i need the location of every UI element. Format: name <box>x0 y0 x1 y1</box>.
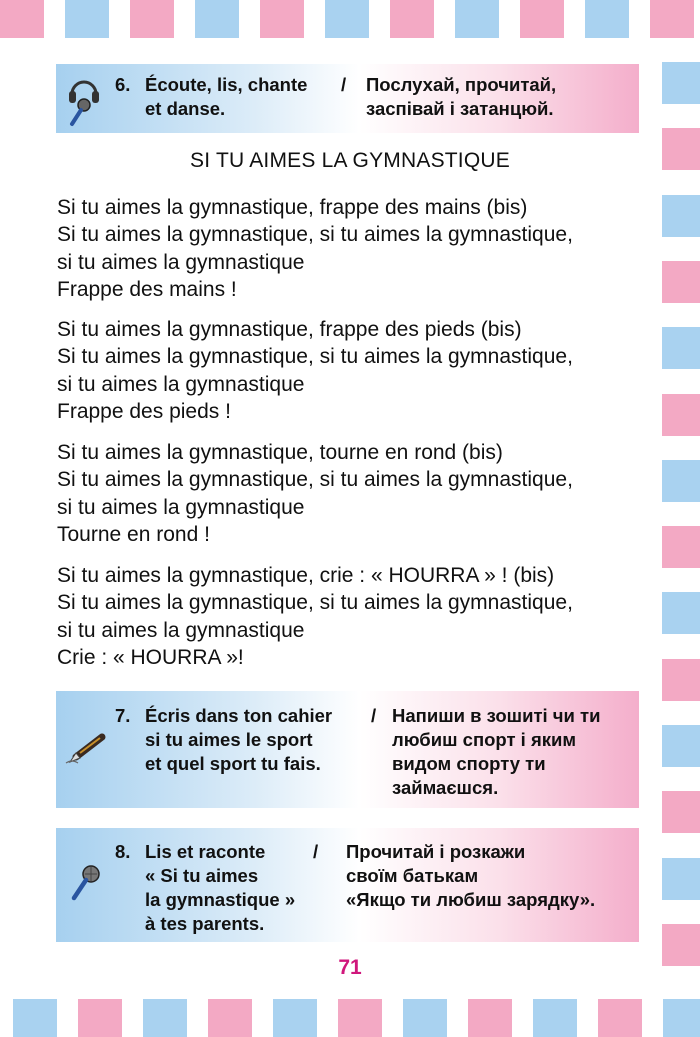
border-square <box>468 999 512 1037</box>
border-square <box>585 0 629 38</box>
task-6-fr-line-1: Écoute, lis, chante <box>145 74 308 95</box>
task-8-number: 8. <box>115 841 131 862</box>
task-6-box <box>56 64 639 133</box>
border-square <box>662 394 700 436</box>
task-8-ua-line-2: своїм батькам <box>346 865 479 886</box>
task-8-fr-line-1: Lis et raconte <box>145 841 266 862</box>
task-7-number: 7. <box>115 705 131 726</box>
verse-line: Si tu aimes la gymnastique, frappe des mains (bis) <box>57 196 528 219</box>
border-square <box>208 999 252 1037</box>
border-square <box>662 195 700 237</box>
verse-line: Si tu aimes la gymnastique, si tu aimes la gymnastique, <box>57 468 573 492</box>
task-7-fr-line-1: Écris dans ton cahier <box>145 705 333 726</box>
task-8-ua-line-1: Прочитай і розкажи <box>346 841 526 862</box>
song-title: SI TU AIMES LA GYMNASTIQUE <box>190 149 510 172</box>
verse-line: si tu aimes la gymnastique <box>57 250 305 274</box>
headphones-icon <box>66 72 102 128</box>
task-7-fr-line-2: si tu aimes le sport <box>145 729 313 750</box>
task-8-box <box>56 828 639 942</box>
border-square <box>662 858 700 900</box>
task-6-fr-line-2: et danse. <box>145 98 226 119</box>
border-square <box>390 0 434 38</box>
task-6-ua-line-1: Послухай, прочитай, <box>366 74 557 95</box>
verse-3 <box>57 439 573 548</box>
verse-line: Tourne en rond ! <box>57 522 210 546</box>
task-6-number: 6. <box>115 74 131 95</box>
border-square <box>662 791 700 833</box>
task-8-fr-line-4: à tes parents. <box>145 913 265 934</box>
verse-line: si tu aimes la gymnastique <box>57 618 305 642</box>
border-square <box>662 725 700 767</box>
task-7-separator: / <box>371 705 377 726</box>
task-7-fr-line-3: et quel sport tu fais. <box>145 753 321 774</box>
task-8-separator: / <box>313 841 319 862</box>
border-square <box>338 999 382 1037</box>
task-7-ua-line-3: видом спорту ти <box>392 753 546 774</box>
verse-line: Frappe des mains ! <box>57 277 237 301</box>
border-square <box>662 659 700 701</box>
border-square <box>662 261 700 303</box>
verse-line: Si tu aimes la gymnastique, tourne en rond (bis) <box>57 441 503 464</box>
verse-line: Si tu aimes la gymnastique, si tu aimes la gymnastique, <box>57 591 573 615</box>
task-7-ua-line-4: займаєшся. <box>392 777 499 798</box>
task-8-ua-line-3: «Якщо ти любиш зарядку». <box>346 889 596 910</box>
border-square <box>78 999 122 1037</box>
pen-icon <box>64 731 108 765</box>
verse-line: Si tu aimes la gymnastique, si tu aimes la gymnastique, <box>57 345 573 369</box>
task-7-box <box>56 691 639 808</box>
verse-line: si tu aimes la gymnastique <box>57 495 305 519</box>
task-8-fr-line-3: la gymnastique » <box>145 889 296 910</box>
task-7-ua-line-2: любиш спорт і яким <box>392 729 577 750</box>
border-square <box>650 0 694 38</box>
border-square <box>403 999 447 1037</box>
border-square <box>598 999 642 1037</box>
border-square <box>662 62 700 104</box>
border-square <box>13 999 57 1037</box>
border-square <box>533 999 577 1037</box>
task-8-fr-line-2: « Si tu aimes <box>145 865 259 886</box>
border-square <box>663 999 700 1037</box>
verse-1 <box>57 194 573 303</box>
verse-2 <box>57 316 573 425</box>
border-square <box>0 0 44 38</box>
microphone-icon <box>68 864 102 904</box>
border-square <box>325 0 369 38</box>
verse-line: Si tu aimes la gymnastique, frappe des pieds (bis) <box>57 318 522 341</box>
task-6-ua-line-2: заспівай і затанцюй. <box>366 98 554 119</box>
border-square <box>260 0 304 38</box>
border-square <box>143 999 187 1037</box>
border-square <box>195 0 239 38</box>
border-square <box>662 592 700 634</box>
border-square <box>520 0 564 38</box>
verse-line: Si tu aimes la gymnastique, crie : « HOURRA » ! (bis) <box>57 564 555 587</box>
border-square <box>130 0 174 38</box>
border-square <box>662 460 700 502</box>
verse-line: Si tu aimes la gymnastique, si tu aimes la gymnastique, <box>57 223 573 247</box>
border-square <box>662 327 700 369</box>
border-square <box>65 0 109 38</box>
verse-line: si tu aimes la gymnastique <box>57 372 305 396</box>
verse-4 <box>57 562 573 671</box>
task-6-separator: / <box>341 74 347 95</box>
border-square <box>455 0 499 38</box>
border-square <box>273 999 317 1037</box>
border-square <box>662 526 700 568</box>
verse-line: Crie : « HOURRA »! <box>57 645 244 669</box>
page-number: 71 <box>338 956 362 979</box>
verse-line: Frappe des pieds ! <box>57 399 231 423</box>
task-7-ua-line-1: Напиши в зошиті чи ти <box>392 705 601 726</box>
